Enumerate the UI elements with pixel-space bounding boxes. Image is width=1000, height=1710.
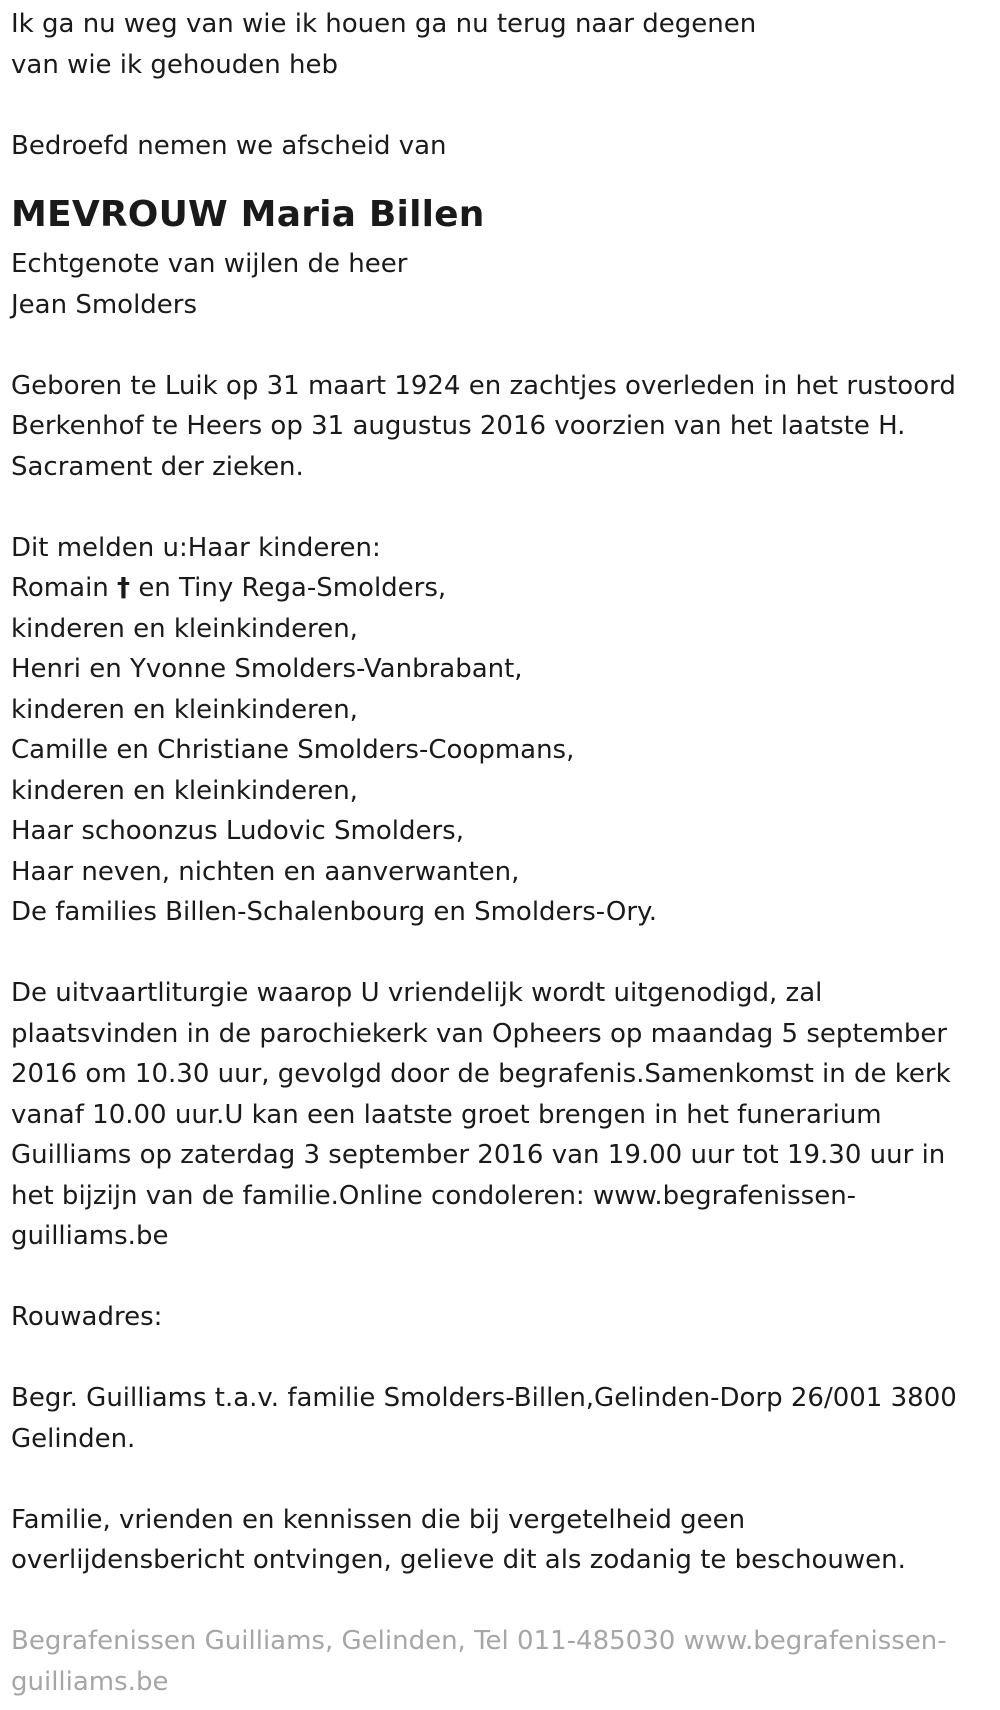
ceremony-info xyxy=(11,973,991,1257)
deceased-name: MEVROUW Maria Billen xyxy=(11,194,485,235)
family-intro: Dit melden u:Haar kinderen: xyxy=(11,532,381,563)
mourning-address xyxy=(11,1378,991,1459)
ceremony-line: plaatsvinden in de parochiekerk van Opheers op maandag 5 september xyxy=(11,1018,948,1049)
spouse-info xyxy=(11,244,991,325)
funeral-home-footer xyxy=(11,1621,991,1702)
family-line: Haar neven, nichten en aanverwanten, xyxy=(11,856,520,887)
cross-icon: † xyxy=(117,573,131,603)
footer-line: guilliams.be xyxy=(11,1666,169,1697)
notice-line: Familie, vrienden en kennissen die bij vergetelheid geen xyxy=(11,1504,746,1535)
romain-name: Romain xyxy=(11,573,109,603)
family-line: Camille en Christiane Smolders-Coopmans, xyxy=(11,735,575,765)
address-line: Begr. Guilliams t.a.v. familie Smolders-Billen,Gelinden-Dorp 26/001 3800 xyxy=(11,1383,957,1413)
ceremony-line: guilliams.be xyxy=(11,1221,169,1251)
spacer xyxy=(11,1257,991,1298)
motto-line: Ik ga nu weg van wie ik houen ga nu terug naar degenen xyxy=(11,9,757,39)
family-list xyxy=(11,528,991,933)
spacer xyxy=(11,1459,991,1500)
birth-death-line: Geboren te Luik op 31 maart 1924 en zachtjes overleden in het rustoord xyxy=(11,370,956,401)
ceremony-line: vanaf 10.00 uur.U kan een laatste groet brengen in het funerarium xyxy=(11,1099,882,1130)
family-line: kinderen en kleinkinderen, xyxy=(11,775,358,806)
address-label: Rouwadres: xyxy=(11,1302,163,1332)
notice-text xyxy=(11,1500,991,1581)
family-line: Henri en Yvonne Smolders-Vanbrabant, xyxy=(11,654,523,684)
intro-text: Bedroefd nemen we afscheid van xyxy=(11,130,447,161)
spacer xyxy=(11,1581,991,1622)
spacer xyxy=(11,325,991,366)
spacer xyxy=(11,487,991,528)
family-line: Haar schoonzus Ludovic Smolders, xyxy=(11,816,464,846)
spacer xyxy=(11,166,991,186)
family-line-romain xyxy=(11,568,991,609)
motto-line: van wie ik gehouden heb xyxy=(11,49,338,80)
ceremony-line: het bijzijn van de familie.Online condoleren: www.begrafenissen- xyxy=(11,1180,857,1211)
spouse-line: Jean Smolders xyxy=(11,289,198,320)
ceremony-line: Guilliams op zaterdag 3 september 2016 van 19.00 uur tot 19.30 uur in xyxy=(11,1140,946,1170)
birth-death-line: Berkenhof te Heers op 31 augustus 2016 voorzien van het laatste H. xyxy=(11,411,906,441)
spacer xyxy=(11,85,991,126)
notice-line: overlijdensbericht ontvingen, gelieve dit als zodanig te beschouwen. xyxy=(11,1545,906,1575)
family-line: kinderen en kleinkinderen, xyxy=(11,613,358,644)
birth-death-line: Sacrament der zieken. xyxy=(11,451,304,482)
ceremony-line: 2016 om 10.30 uur, gevolgd door de begrafenis.Samenkomst in de kerk xyxy=(11,1059,951,1089)
family-line: De families Billen-Schalenbourg en Smolders-Ory. xyxy=(11,897,657,927)
family-line: kinderen en kleinkinderen, xyxy=(11,694,358,725)
motto xyxy=(11,4,991,85)
obituary-notice xyxy=(11,0,991,1702)
spacer xyxy=(11,1338,991,1379)
spacer xyxy=(11,933,991,974)
address-line: Gelinden. xyxy=(11,1423,136,1454)
spouse-line: Echtgenote van wijlen de heer xyxy=(11,249,408,279)
footer-line: Begrafenissen Guilliams, Gelinden, Tel 011-485030 www.begrafenissen- xyxy=(11,1626,947,1656)
birth-death-info xyxy=(11,366,991,488)
romain-rest: en Tiny Rega-Smolders, xyxy=(138,573,447,603)
ceremony-line: De uitvaartliturgie waarop U vriendelijk wordt uitgenodigd, zal xyxy=(11,978,823,1008)
